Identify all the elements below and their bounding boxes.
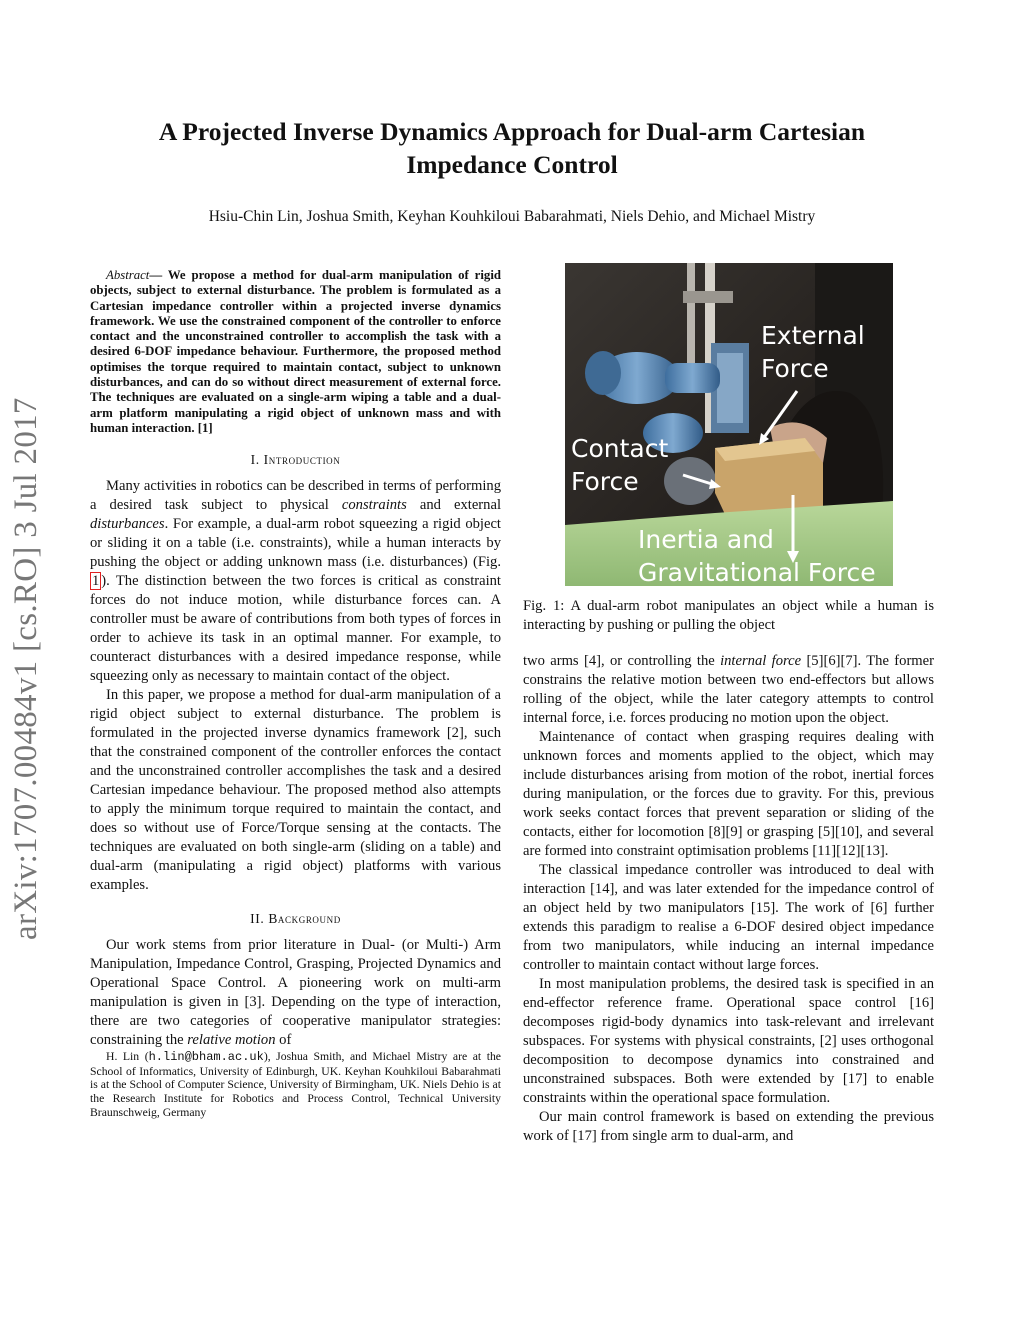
intro-paragraph-2: In this paper, we propose a method for dual-arm manipulation of a rigid object subject to external disturbance. The problem is formulated in the projected inverse dynamics framework [2], such that the constrained component of the controller enforces the contact and the unconstrained controller accomplishes the task and a desired Cartesian impedance behaviour. The proposed method also attempts to apply the minimum torque required to maintain the contact, and does so without use of Force/Torque sensing at the contacts. The techniques are evaluated on both single-arm (sliding on a table) and dual-arm (manipulating a rigid object) platforms with various examples. (90, 687, 501, 894)
email-link[interactable]: h.lin@bham.ac.uk (148, 1050, 264, 1065)
intro-paragraph-1: Many activities in robotics can be described in terms of performing a desired task subject to physical constraints and external disturbances. For example, a dual-arm robot squeezing a rigid object or sliding it on a table (i.e. constraints), while a human interacts by pushing the object or adding unknown mass (i.e. disturbances) (Fig. 1 ). The distinction between the two forces is critical as constraint forces do not induce motion, while disturbance forces can. A controller must be aware of contributions from both types of forces in order to achieve its task in an optimal manner. For example, to counteract disturbances with a desired impedance response, while squeezing only as necessary to maintain contact of the object. (90, 478, 501, 685)
abstract (90, 268, 501, 436)
right-paragraph-3: In most manipulation problems, the desired task is specified in an end-effector reference frame. Operational space control [16] decomposes rigid-body dynamics into task-relevant and irrelevant subspaces. For systems with physical constraints, [2] uses orthogonal decomposition to decompose dynamics into constrained and unconstrained subspaces. Both were extended by [17] to enable constraints within the operational space formulation. (523, 976, 934, 1106)
paper-title: A Projected Inverse Dynamics Approach for Dual-arm Cartesian Impedance Control (158, 117, 866, 179)
label-contact-force: Contact Force (571, 434, 669, 496)
right-paragraph-0: two arms [4], or controlling the internal force [5][6][7]. The former constrains the relative motion between two end-effectors but allows rolling of the object, while the later category attempts to control internal force, i.e. forces producing no motion upon the object. (523, 653, 934, 726)
label-inertia-gravitational-force: Inertia and Gravitational Force (638, 525, 876, 586)
affiliation-footnote: H. Lin (h.lin@bham.ac.uk), Joshua Smith, and Michael Mistry are at the School of Informatics, University of Edinburgh, UK. Keyhan Kouhkiloui Babarahmati is at the School of Computer Science, University of Birmingham, UK. Niels Dehio is at the Research Institute for Robotics and Process Control, Technical University Braunschweig, Germany (90, 1050, 501, 1119)
right-paragraph-2: The classical impedance controller was introduced to deal with interaction [14], and was later extended for the impedance control of an object held by two manipulators [15]. The work of [6] further extends this paradigm to realise a 6-DOF desired object impedance from two manipulators, while inducing an internal impedance controller to maintain contact without large forces. (523, 862, 934, 973)
right-column (523, 652, 934, 1146)
right-paragraph-1: Maintenance of contact when grasping requires dealing with unknown forces and moments applied to the object, which may include disturbances arising from motion of the robot, inertial forces during manipulation, or the forces due to gravity. For this, previous work seeks contact forces that prevent separation or sliding of the contacts, either for locomotion [8][9] or grasping [5][10], and several are formed into constraint optimisation problems [11][12][13]. (523, 729, 934, 859)
background-paragraph-1: Our work stems from prior literature in Dual- (or Multi-) Arm Manipulation, Impedance Control, Grasping, Projected Dynamics and Operational Space Control. A pioneering work on multi-arm manipulation is given in [3]. Depending on the type of interaction, there are two categories of cooperative manipulator strategies: constraining the relative motion of (90, 937, 501, 1049)
abstract-text: — We propose a method for dual-arm manipulation of rigid objects, subject to external disturbance. The problem is formulated as a Cartesian impedance controller within a projected inverse dynamics framework. We use the constrained component of the controller to enforce contact and the unconstrained controller to accomplish the task with a desired 6-DOF impedance behaviour. Furthermore, the proposed method optimises the torque required to maintain contact, subject to unknown disturbances, and can do so without direct measurement of external force. The techniques are evaluated on a single-arm wiping a table and a dual-arm platform manipulating a rigid object of unknown mass and with human interaction. [1] (90, 268, 501, 435)
author-list: Hsiu-Chin Lin, Joshua Smith, Keyhan Kouhkiloui Babarahmati, Niels Dehio, and Michael Mistry (208, 208, 816, 225)
arxiv-stamp: arXiv:1707.00484v1 [cs.RO] 3 Jul 2017 (8, 397, 44, 940)
figure-1-photo (565, 263, 893, 586)
figure-1-link[interactable]: 1 (92, 573, 100, 590)
label-external-force: External Force (761, 321, 865, 383)
section-heading-background: II. Background (250, 911, 341, 927)
section-heading-introduction: I. Introduction (250, 452, 341, 468)
right-paragraph-4: Our main control framework is based on extending the previous work of [17] from single arm to dual-arm, and (523, 1109, 934, 1144)
abstract-label: Abstract (106, 268, 150, 282)
left-column (90, 268, 501, 1119)
figure-1-caption: Fig. 1: A dual-arm robot manipulates an object while a human is interacting by pushing or pulling the object (523, 598, 934, 633)
